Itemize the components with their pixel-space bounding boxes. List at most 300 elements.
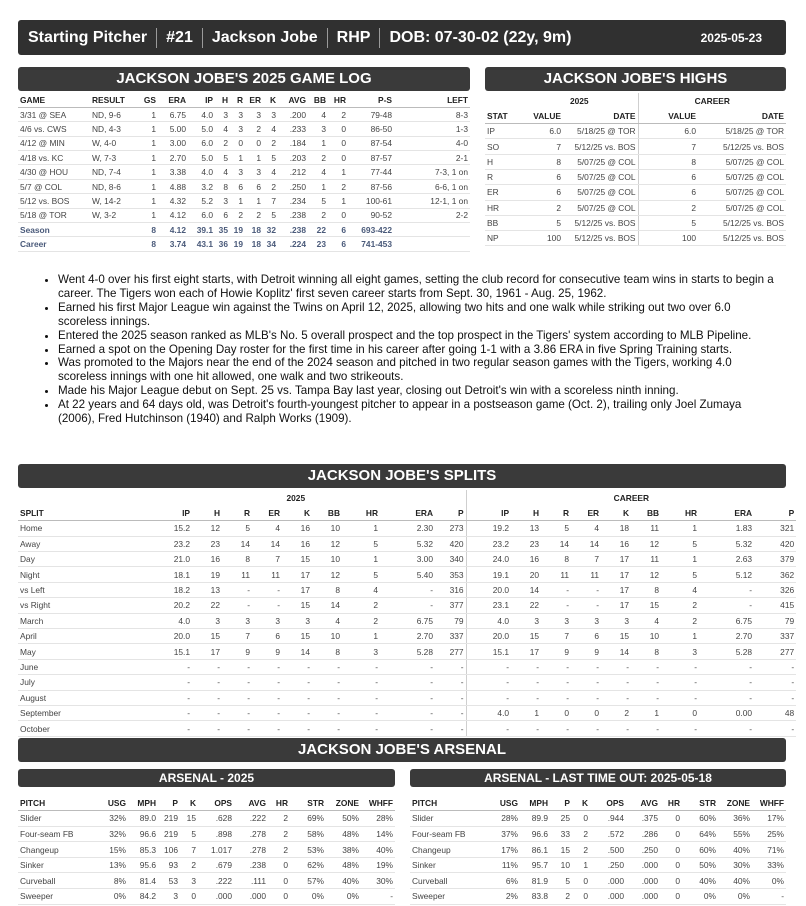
game-log-cell: 0 [328,136,348,150]
arsenal-last-out-cell: 33% [752,857,786,873]
highs-cell: 5/07/25 @ COL [698,200,786,215]
arsenal-last-out-cell: 0 [572,873,590,889]
arsenal-last-out-cell: Four-seam FB [410,826,492,842]
highs-row [485,185,786,200]
arsenal-season-cell: 32% [100,811,128,827]
splits-cell: 5.32 [699,536,754,551]
splits-cell: 15 [282,629,312,644]
arsenal-last-out-cell: 40% [718,842,752,858]
splits-cell: 2 [661,613,699,628]
game-log-total-cell: 18 [245,237,263,251]
splits-cell: 11 [631,521,661,536]
game-log-cell: 3 [230,122,245,136]
arsenal-last-out-cell: 86.1 [520,842,550,858]
game-log-cell: 8 [215,179,230,193]
arsenal-season-col-header: HR [268,795,290,811]
arsenal-season-cell: 3 [180,873,198,889]
splits-col-header: ER [571,505,601,520]
arsenal-last-out-table [410,795,786,905]
game-log-total-cell: 36 [215,237,230,251]
game-log-cell: .203 [278,151,308,165]
game-log-col-header: H [215,93,230,107]
splits-cell: 316 [435,582,466,597]
splits-cell: 277 [435,644,466,659]
splits-cell: - [466,690,511,705]
splits-cell: 14 [282,644,312,659]
game-log-cell: 1 [245,151,263,165]
splits-cell: September [18,705,126,720]
highs-cell: 5/07/25 @ COL [563,185,638,200]
game-log-cell: 4.0 [188,165,215,179]
game-log-cell: 3 [215,194,230,208]
arsenal-season-cell: 0 [268,873,290,889]
arsenal-season-cell: 81.4 [128,873,158,889]
arsenal-season-cell: 14% [361,826,395,842]
splits-cell: May [18,644,126,659]
game-log-total-cell [394,223,470,237]
highs-cell: NP [485,231,521,246]
splits-row [18,536,796,551]
splits-cell: 15.1 [126,644,192,659]
splits-cell: - [601,721,631,736]
splits-cell: 415 [754,598,796,613]
splits-row [18,705,796,720]
splits-cell: 16 [282,536,312,551]
game-log-cell: 2 [308,208,328,222]
game-log-cell: 2 [328,107,348,121]
splits-cell: 20.0 [466,629,511,644]
splits-cell: - [601,675,631,690]
highs-cell: 6 [521,169,563,184]
highs-cell: 100 [521,231,563,246]
arsenal-last-out-cell: Sweeper [410,889,492,905]
arsenal-last-out-cell: .250 [590,857,626,873]
splits-cell: 362 [754,567,796,582]
splits-col-header: P [754,505,796,520]
highs-cell: SO [485,139,521,154]
splits-cell: 1 [631,705,661,720]
splits-cell: vs Right [18,598,126,613]
arsenal-season-cell: 15% [100,842,128,858]
splits-cell: 18 [601,521,631,536]
game-log-cell: 3/31 @ SEA [18,107,90,121]
splits-cell: 17 [601,567,631,582]
splits-cell: - [126,675,192,690]
game-log-cell: 5/18 @ TOR [18,208,90,222]
game-log-col-header: GAME [18,93,90,107]
splits-cell: - [541,721,571,736]
game-log-col-header: GS [140,93,158,107]
game-log-title: JACKSON JOBE'S 2025 GAME LOG [18,67,470,91]
splits-cell: 19 [192,567,222,582]
highs-cell: 5/12/25 vs. BOS [563,139,638,154]
arsenal-season-cell: 89.0 [128,811,158,827]
arsenal-last-out-cell: 0 [660,873,682,889]
arsenal-last-out-cell: .500 [590,842,626,858]
splits-cell: - [435,705,466,720]
highs-cell: 5 [638,215,698,230]
highs-cell: 7 [638,139,698,154]
splits-row [18,721,796,736]
arsenal-last-out-cell: 6% [492,873,520,889]
game-log-cell: 5/12 vs. BOS [18,194,90,208]
splits-cell: - [342,675,380,690]
arsenal-season-cell: 19% [361,857,395,873]
game-log-cell: 2 [308,151,328,165]
game-log-cell: 7 [263,194,278,208]
note-item: • At 22 years and 64 days old, was Detroit's fourth-youngest pitcher to appear in a postseason game (Oct. 2), trailing only Joel Zumaya (2006), Fred Hutchinson (1940) and Ralph Works (1909). [58,398,780,426]
divider [379,28,380,48]
splits-col-header: ERA [699,505,754,520]
arsenal-season-cell: 69% [290,811,326,827]
highs-col-header: DATE [698,108,786,123]
splits-cell: - [466,675,511,690]
game-log-row [18,151,470,165]
arsenal-season-cell: Changeup [18,842,100,858]
splits-cell: 277 [754,644,796,659]
highs-row [485,124,786,139]
splits-cell: 13 [192,582,222,597]
splits-cell: - [312,690,342,705]
splits-cell: 15 [192,629,222,644]
splits-cell: 20 [511,567,541,582]
splits-cell: October [18,721,126,736]
note-item: • Earned his first Major League win against the Twins on April 12, 2025, allowing two hits and one walk while striking out two over 6.0 scoreless innings. [58,301,780,329]
splits-cell: 8 [631,644,661,659]
arsenal-last-out-cell: 71% [752,842,786,858]
player-name: Jackson Jobe [211,28,318,46]
report-date: 2025-05-23 [700,30,762,45]
splits-cell: 79 [754,613,796,628]
splits-cell: 1 [661,521,699,536]
splits-cell: 13 [511,521,541,536]
splits-cell: - [571,690,601,705]
arsenal-last-out-cell: 64% [682,826,718,842]
note-item: • Entered the 2025 season ranked as MLB's No. 5 overall prospect and the top prospect in the Tigers' system according to MLB Pipeline. [58,329,780,343]
game-log-col-header: R [230,93,245,107]
game-log-col-header: K [263,93,278,107]
game-log-cell: 4 [215,165,230,179]
game-log-cell: 1 [230,194,245,208]
splits-cell: - [342,705,380,720]
highs-cell: 2 [638,200,698,215]
splits-cell: - [380,705,435,720]
game-log-total-cell: 8 [140,237,158,251]
splits-cell: - [541,598,571,613]
game-log-cell: 86-50 [348,122,394,136]
splits-cell: - [282,721,312,736]
splits-cell: 337 [435,629,466,644]
game-log-cell: 6.0 [188,208,215,222]
splits-cell: 16 [282,521,312,536]
arsenal-season-cell: 40% [326,873,361,889]
splits-cell: 273 [435,521,466,536]
splits-cell: - [282,659,312,674]
game-log-cell: 1 [230,151,245,165]
game-log-total-row [18,223,470,237]
splits-cell: 14 [312,598,342,613]
highs-cell: BB [485,215,521,230]
highs-cell: HR [485,200,521,215]
arsenal-season-cell: 5 [180,826,198,842]
arsenal-season-cell: 50% [326,811,361,827]
splits-cell: 420 [754,536,796,551]
arsenal-last-out-cell: .000 [626,889,660,905]
splits-cell: - [192,690,222,705]
game-log-cell: 6 [245,179,263,193]
splits-cell: - [435,721,466,736]
arsenal-last-out-cell: Sinker [410,857,492,873]
game-log-cell: 1 [328,165,348,179]
splits-cell: 3 [222,613,252,628]
splits-cell: 3 [342,644,380,659]
splits-cell: Home [18,521,126,536]
highs-cell: 5/12/25 vs. BOS [698,231,786,246]
game-log-col-header: RESULT [90,93,140,107]
arsenal-season-cell: - [361,889,395,905]
game-log-cell: 1-3 [394,122,470,136]
arsenal-last-out-cell: 25 [550,811,572,827]
arsenal-last-out-cell: 25% [752,826,786,842]
splits-cell: - [541,690,571,705]
arsenal-last-out-cell: 37% [492,826,520,842]
splits-cell: 22 [192,598,222,613]
game-log-cell: 0 [230,136,245,150]
arsenal-season-cell: 0% [100,889,128,905]
game-log-table [18,93,470,252]
splits-cell: 1 [342,521,380,536]
splits-cell: 11 [541,567,571,582]
highs-group-career: CAREER [638,93,786,108]
arsenal-last-out-cell: .000 [626,857,660,873]
splits-cell: 23.2 [126,536,192,551]
splits-cell: 23.1 [466,598,511,613]
splits-cell: 5 [661,536,699,551]
splits-cell: - [252,659,282,674]
game-log-cell: W, 4-0 [90,136,140,150]
arsenal-season-cell: .222 [234,811,268,827]
splits-cell: 14 [571,536,601,551]
game-log-col-header: LEFT [394,93,470,107]
splits-cell: 340 [435,552,466,567]
game-log-cell: 6 [230,179,245,193]
splits-cell: - [252,705,282,720]
splits-cell: 15.2 [126,521,192,536]
arsenal-season-cell: 3 [158,889,180,905]
game-log-col-header: HR [328,93,348,107]
splits-cell: - [222,659,252,674]
splits-cell: 18.2 [126,582,192,597]
splits-cell: 11 [571,567,601,582]
arsenal-season-cell: 95.6 [128,857,158,873]
game-log-cell: 4/18 vs. KC [18,151,90,165]
highs-group-2025: 2025 [569,95,589,106]
splits-cell: 6.75 [699,613,754,628]
highs-col-header: STAT [485,108,521,123]
game-log-cell: 90-52 [348,208,394,222]
splits-cell: 15 [631,598,661,613]
arsenal-season-cell: 62% [290,857,326,873]
arsenal-last-out-cell: .572 [590,826,626,842]
arsenal-last-out-cell: .375 [626,811,660,827]
splits-cell: - [571,659,601,674]
arsenal-last-out-cell: 0 [572,889,590,905]
arsenal-season-col-header: PITCH [18,795,100,811]
arsenal-season-cell: 2 [268,811,290,827]
arsenal-last-out-row [410,873,786,889]
splits-cell: 3 [511,613,541,628]
arsenal-last-out-cell: 0 [572,811,590,827]
game-log-cell: 6.75 [158,107,188,121]
arsenal-last-out-row [410,857,786,873]
arsenal-last-out-cell: Changeup [410,842,492,858]
highs-cell: 5/07/25 @ COL [698,169,786,184]
arsenal-season-col-header: AVG [234,795,268,811]
arsenal-last-out-cell: 2 [572,842,590,858]
splits-cell: 79 [435,613,466,628]
game-log-total-cell: 693-422 [348,223,394,237]
divider [327,28,328,48]
arsenal-season-cell: .898 [198,826,234,842]
game-log-cell: 5 [215,151,230,165]
splits-cell: 10 [312,629,342,644]
highs-cell: 6 [638,169,698,184]
splits-cell: March [18,613,126,628]
splits-cell: Night [18,567,126,582]
highs-cell: 5/07/25 @ COL [698,154,786,169]
arsenal-last-out-cell: 81.9 [520,873,550,889]
arsenal-last-out-cell: 1 [572,857,590,873]
splits-cell: 8 [222,552,252,567]
arsenal-season-col-header: P [158,795,180,811]
splits-cell: 16 [601,536,631,551]
splits-cell: - [252,675,282,690]
game-log-col-header: BB [308,93,328,107]
highs-cell: 8 [638,154,698,169]
splits-cell: 321 [754,521,796,536]
arsenal-season-cell: 0% [326,889,361,905]
arsenal-last-out-cell: 50% [682,857,718,873]
splits-cell: 7 [541,629,571,644]
game-log-cell: 1 [140,151,158,165]
splits-cell: 2.70 [699,629,754,644]
game-log-cell: 0 [328,151,348,165]
arsenal-season-col-header: STR [290,795,326,811]
game-log-col-header: IP [188,93,215,107]
game-log-cell: 2-2 [394,208,470,222]
arsenal-season-cell: 0 [268,889,290,905]
arsenal-last-out-cell: 0 [660,889,682,905]
game-log-col-header: P-S [348,93,394,107]
arsenal-last-out-cell: 36% [718,811,752,827]
highs-cell: 2 [521,200,563,215]
splits-cell: 14 [252,536,282,551]
splits-cell: - [126,705,192,720]
game-log-cell: 5 [308,194,328,208]
game-log-total-cell: Season [18,223,90,237]
arsenal-last-out-row [410,826,786,842]
highs-cell: ER [485,185,521,200]
arsenal-season-cell: 48% [326,826,361,842]
splits-cell: 24.0 [466,552,511,567]
arsenal-last-out-col-header: MPH [520,795,550,811]
splits-cell: - [312,705,342,720]
splits-cell: - [192,659,222,674]
splits-cell: 17 [282,567,312,582]
game-log-total-cell: .238 [278,223,308,237]
splits-col-header: ER [252,505,282,520]
game-log-cell: 4/12 @ MIN [18,136,90,150]
game-log-cell: 4 [263,122,278,136]
game-log-cell: 3.38 [158,165,188,179]
splits-cell: - [571,721,601,736]
game-log-cell: 4.0 [188,107,215,121]
splits-cell: 17 [282,582,312,597]
arsenal-last-out-cell: Curveball [410,873,492,889]
splits-cell: 0 [541,705,571,720]
splits-cell: 2 [342,613,380,628]
highs-cell: 5/12/25 vs. BOS [698,139,786,154]
game-log-cell: W, 7-3 [90,151,140,165]
splits-cell: - [222,598,252,613]
splits-col-header: BB [312,505,342,520]
arsenal-season-cell: 219 [158,811,180,827]
game-log-cell: .212 [278,165,308,179]
arsenal-last-out-cell: 40% [682,873,718,889]
arsenal-season-cell: 58% [290,826,326,842]
splits-cell: 2 [661,598,699,613]
splits-cell: - [192,705,222,720]
game-log-cell: 2 [230,208,245,222]
game-log-cell: 2 [245,208,263,222]
game-log-cell: 4 [308,107,328,121]
splits-row [18,521,796,536]
splits-cell: 5.40 [380,567,435,582]
arsenal-last-out-cell: - [752,889,786,905]
highs-title: JACKSON JOBE'S HIGHS [485,67,786,91]
splits-cell: 23.2 [466,536,511,551]
player-header-bar [18,20,786,55]
splits-cell: 16 [511,552,541,567]
game-log-cell: 87-54 [348,136,394,150]
arsenal-last-out-col-header: USG [492,795,520,811]
splits-cell: 377 [435,598,466,613]
splits-cell: - [511,659,541,674]
game-log-cell: 4.88 [158,179,188,193]
splits-cell: - [342,721,380,736]
splits-cell: 12 [312,567,342,582]
arsenal-last-out-cell: 30% [718,857,752,873]
game-log-cell: 5 [263,208,278,222]
game-log-cell: 2.70 [158,151,188,165]
splits-cell: 48 [754,705,796,720]
game-log-row [18,136,470,150]
arsenal-season-cell: 85.3 [128,842,158,858]
splits-cell: - [252,598,282,613]
arsenal-last-out-cell: 33 [550,826,572,842]
arsenal-season-cell: 0% [290,889,326,905]
game-log-cell: 1 [308,136,328,150]
game-log-total-cell: 35 [215,223,230,237]
splits-cell: - [511,721,541,736]
game-log-total-cell: 34 [263,237,278,251]
splits-cell: 17 [601,582,631,597]
highs-row [485,154,786,169]
splits-row [18,644,796,659]
arsenal-season-row [18,842,395,858]
arsenal-season-cell: 13% [100,857,128,873]
splits-cell: 14 [222,536,252,551]
